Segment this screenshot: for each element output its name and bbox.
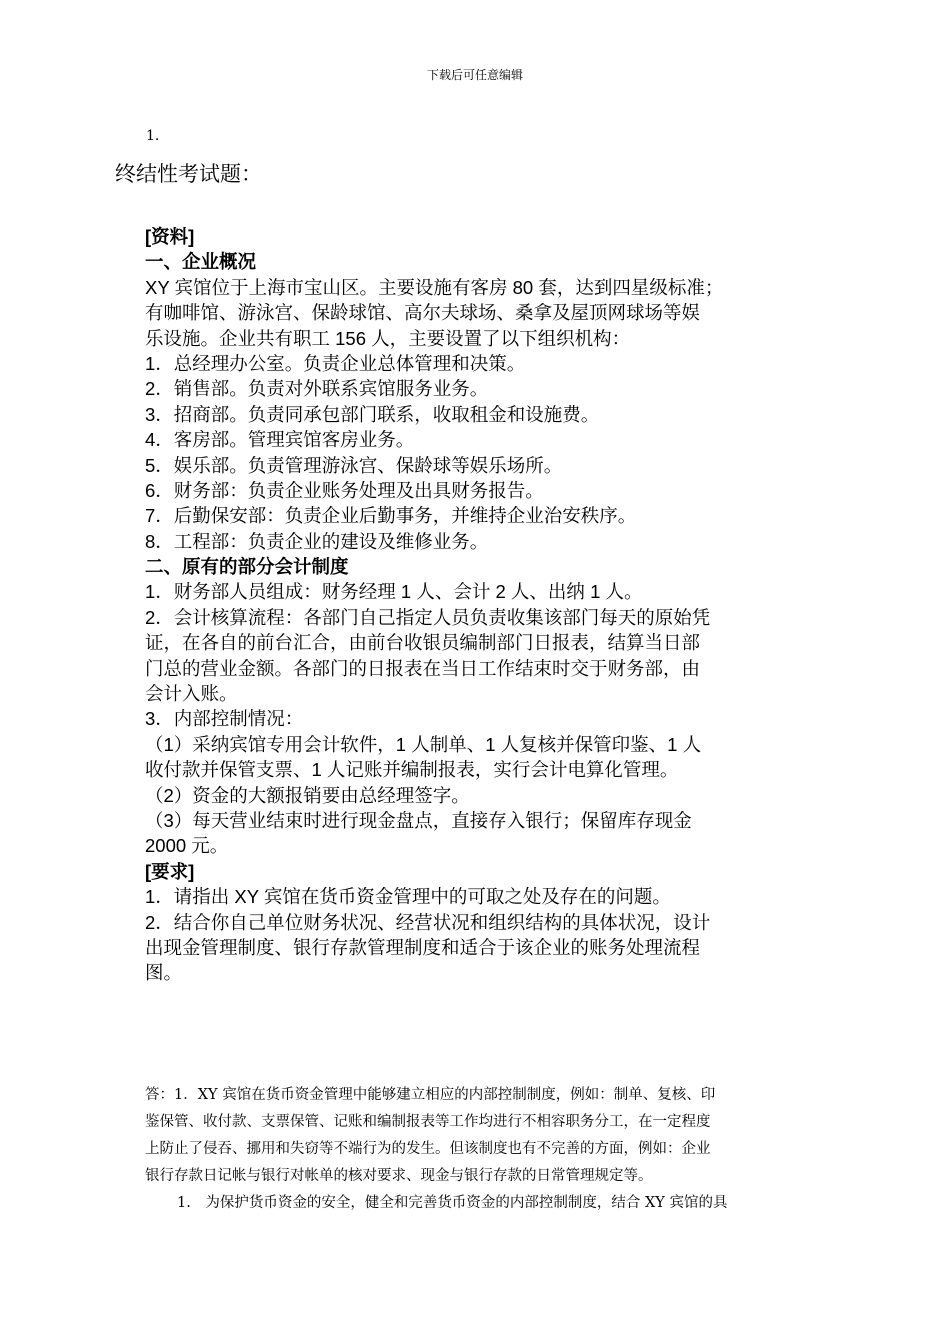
material-section xyxy=(145,224,723,986)
department-item: 5．娱乐部。负责管理游泳宫、保龄球等娱乐场所。 xyxy=(145,454,563,476)
intro-line: 有咖啡馆、游泳宫、保龄球馆、高尔夫球场、桑拿及屋顶网球场等娱 xyxy=(145,302,701,324)
answer-line: 答：1．XY 宾馆在货币资金管理中能够建立相应的内部控制制度，例如：制单、复核、印 xyxy=(145,1087,716,1103)
department-item: 4．客房部。管理宾馆客房业务。 xyxy=(145,429,415,451)
department-item: 6．财务部：负责企业账务处理及出具财务报告。 xyxy=(145,479,544,501)
system-line: 会计入账。 xyxy=(145,683,238,705)
requirement-line: 2．结合你自己单位财务状况、经营状况和组织结构的具体状况，设计 xyxy=(145,911,711,933)
document-title: 终结性考试题： xyxy=(115,162,262,186)
system-line: （3）每天营业结束时进行现金盘点，直接存入银行；保留库存现金 xyxy=(145,809,692,831)
department-item: 8．工程部：负责企业的建设及维修业务。 xyxy=(145,530,489,552)
system-line: 1．财务部人员组成：财务经理 1 人、会计 2 人、出纳 1 人。 xyxy=(145,581,643,603)
intro-line: XY 宾馆位于上海市宝山区。主要设施有客房 80 套，达到四星级标准； xyxy=(145,276,724,298)
department-item: 2．销售部。负责对外联系宾馆服务业务。 xyxy=(145,378,489,400)
section1-heading: 一、企业概况 xyxy=(145,251,257,273)
system-line: 证，在各自的前台汇合，由前台收银员编制部门日报表，结算当日部 xyxy=(145,632,701,654)
requirement-line: 出现金管理制度、银行存款管理制度和适合于该企业的账务处理流程 xyxy=(145,936,701,958)
requirement-line: 1．请指出 XY 宾馆在货币资金管理中的可取之处及存在的问题。 xyxy=(145,886,671,908)
answer-line: 鉴保管、收付款、支票保管、记账和编制报表等工作均进行不相容职务分工，在一定程度 xyxy=(145,1114,711,1130)
requirement-line: 图。 xyxy=(145,962,183,984)
answer-next-line: 1. 为保护货币资金的安全，健全和完善货币资金的内部控制制度，结合 XY 宾馆的具 xyxy=(177,1195,728,1211)
department-item: 7．后勤保安部：负责企业后勤事务，并维持企业治安秩序。 xyxy=(145,505,637,527)
system-line: 3．内部控制情况： xyxy=(145,708,304,730)
system-line: 2．会计核算流程：各部门自己指定人员负责收集该部门每天的原始凭 xyxy=(145,606,711,628)
answer-section xyxy=(145,1082,825,1217)
system-line: （1）采纳宾馆专用会计软件，1 人制单、1 人复核并保管印鉴、1 人 xyxy=(145,733,702,755)
section2-heading: 二、原有的部分会计制度 xyxy=(145,556,349,578)
intro-line: 乐设施。企业共有职工 156 人，主要设置了以下组织机构： xyxy=(145,327,631,349)
answer-line: 银行存款日记帐与银行对帐单的核对要求、现金与银行存款的日常管理规定等。 xyxy=(145,1168,653,1184)
system-line: 门总的营业金额。各部门的日报表在当日工作结束时交于财务部，由 xyxy=(145,657,701,679)
system-line: 2000 元。 xyxy=(145,835,229,857)
system-line: （2）资金的大额报销要由总经理签字。 xyxy=(145,784,470,806)
system-line: 收付款并保管支票、1 人记账并编制报表，实行会计电算化管理。 xyxy=(145,759,679,781)
requirements-heading: [要求] xyxy=(145,860,195,882)
item-number: 1. xyxy=(146,128,160,144)
page-header-note: 下载后可任意编辑 xyxy=(426,68,523,82)
department-item: 3．招商部。负责同承包部门联系，收取租金和设施费。 xyxy=(145,403,600,425)
answer-line: 上防止了侵吞、挪用和失窃等不端行为的发生。但该制度也有不完善的方面，例如：企业 xyxy=(145,1141,711,1157)
material-heading: [资料] xyxy=(145,226,195,247)
department-item: 1．总经理办公室。负责企业总体管理和决策。 xyxy=(145,352,526,374)
